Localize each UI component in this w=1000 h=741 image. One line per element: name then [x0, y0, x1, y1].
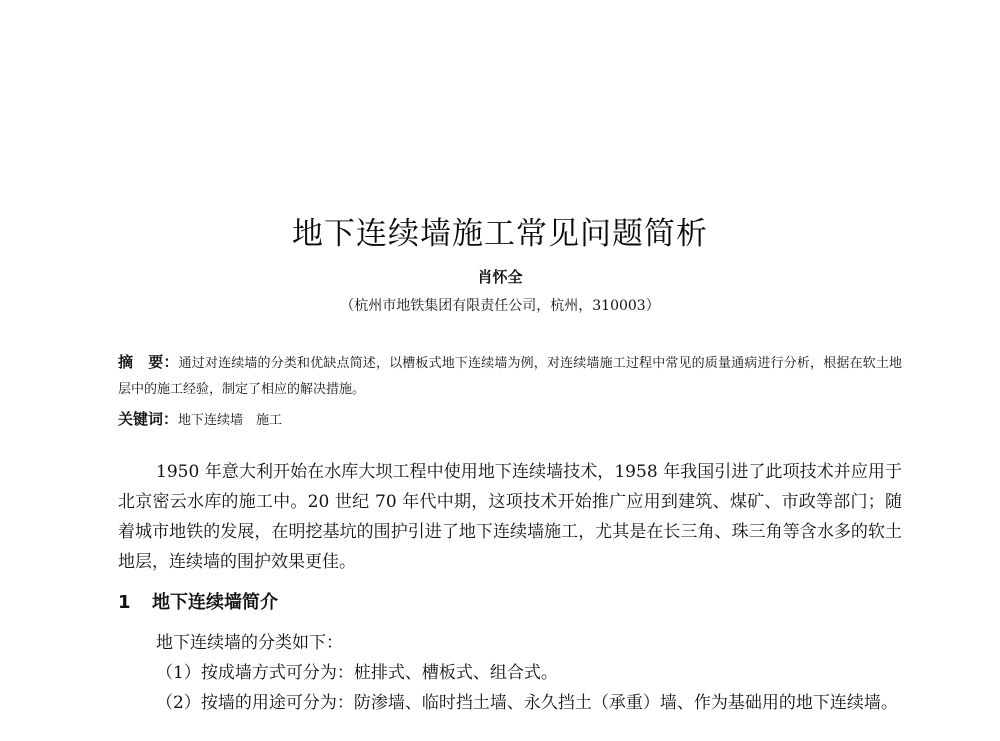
- abstract-text: 通过对连续墙的分类和优缺点简述，以槽板式地下连续墙为例，对连续墙施工过程中常见的质量通病进行分析，根据在软土地层中的施工经验，制定了相应的解决措施。: [118, 356, 902, 397]
- abstract: [118, 349, 902, 403]
- author-affiliation: （杭州市地铁集团有限责任公司，杭州，310003）: [340, 298, 660, 314]
- paper-title: 地下连续墙施工常见问题简析: [292, 216, 708, 252]
- section-body: [118, 628, 902, 718]
- section-line: （1）按成墙方式可分为：桩排式、槽板式、组合式。: [156, 663, 558, 683]
- section-heading: [118, 588, 278, 614]
- keywords-text: 地下连续墙 施工: [178, 413, 283, 428]
- section-line: 地下连续墙的分类如下：: [156, 633, 343, 653]
- author-name: 肖怀全: [477, 268, 523, 286]
- keywords: [118, 408, 902, 429]
- section-title: 地下连续墙简介: [152, 592, 278, 613]
- section-line: （2）按墙的用途可分为：防渗墙、临时挡土墙、永久挡土（承重）墙、作为基础用的地下连续墙。: [156, 693, 898, 713]
- abstract-label: 摘 要：: [118, 353, 179, 371]
- keywords-label: 关键词：: [118, 410, 179, 428]
- intro-paragraph: 1950 年意大利开始在水库大坝工程中使用地下连续墙技术，1958 年我国引进了此项技术并应用于北京密云水库的施工中。20 世纪 70 年代中期，这项技术开始推广应用到建筑、煤矿、市政等部门；随着城市地铁的发展，在明挖基坑的围护引进了地下连续墙施工，尤其是在长三角、珠三角等含水多的软土地层，连续墙的围护效果更佳。: [118, 462, 902, 572]
- section-number: 1: [118, 592, 131, 613]
